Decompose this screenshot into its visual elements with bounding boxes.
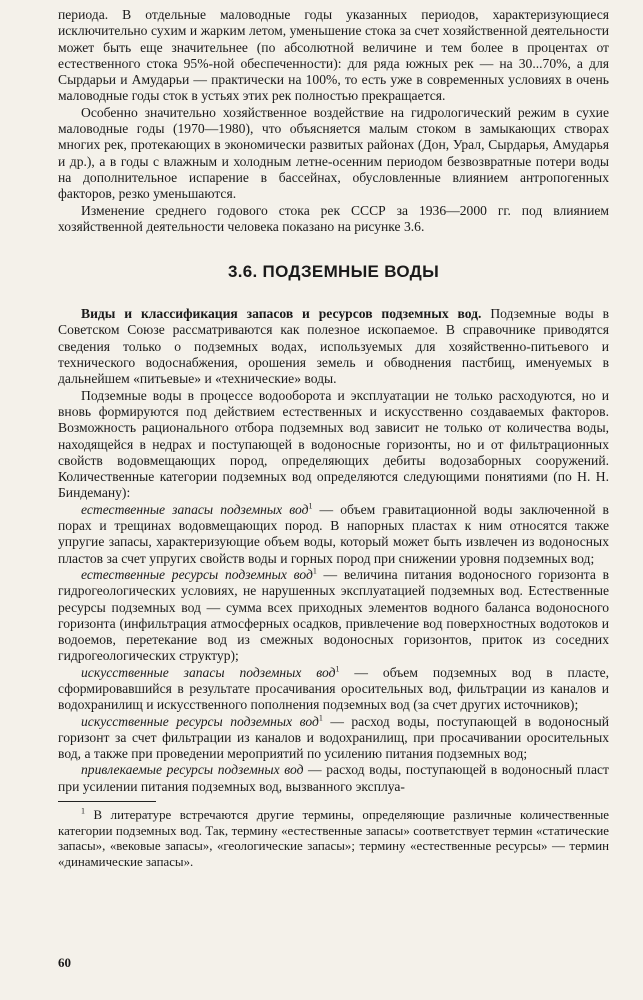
definition-3-term: искусственные запасы подземных вод xyxy=(81,664,336,680)
footnote-marker: 1 xyxy=(318,713,323,723)
definition-1 xyxy=(58,502,609,567)
footnote-marker: 1 xyxy=(335,664,340,674)
footnote-marker: 1 xyxy=(312,566,317,576)
paragraph-4-text: Подземные воды в Советском Союзе рассматриваются как полезное ископаемое. В справочнике приводятся сведения только о подземных водах, используемых для хозяйственно-питьевого и технического водоснабжения, орошения земель и обводнения пастбищ, именуемых в дальнейшем «питьевые» и «технические» воды. xyxy=(58,306,609,387)
definition-4 xyxy=(58,714,609,763)
definition-4-term: искусственные ресурсы подземных вод xyxy=(81,713,319,729)
footnote-text xyxy=(58,808,609,870)
definition-4-text: — расход воды, поступающей в водоносный горизонт за счет фильтрации из каналов и водохранилищ, при просачивании оросительных вод, а также при проведении мероприятий по усилению питания подземных вод; xyxy=(58,713,609,762)
definition-2-text: — величина питания водоносного горизонта в гидрогеологических условиях, не нарушенных эксплуатацией подземных вод. Естественные ресурсы подземных вод — сумма всех приходных элементов водного баланса водоносного горизонта (инфильтрация атмосферных осадков, привлечение вод поверхностных водотоков и водоемов, перетекание вод из смежных водоносных горизонтов, приток из соседних гидрогеологических структур); xyxy=(58,566,609,664)
paragraph-3: Изменение среднего годового стока рек СССР за 1936—2000 гг. под влиянием хозяйственной деятельности человека показано на рисунке 3.6. xyxy=(58,202,609,234)
footnote-number: 1 xyxy=(81,806,85,816)
footnote-body: В литературе встречаются другие термины, определяющие различные количественные категории подземных вод. Так, термину «естественные запасы» соответствует термин «статические запасы», «вековые запасы», «геологические запасы»; термину «естественные ресурсы» — термин «динамические запасы». xyxy=(58,808,609,869)
page-number: 60 xyxy=(58,955,71,970)
footnote xyxy=(58,808,609,870)
section-title: 3.6. ПОДЗЕМНЫЕ ВОДЫ xyxy=(227,262,440,282)
definition-1-text: — объем гравитационной воды заключенной в порах и трещинах водовмещающих пород. В напорных пластах к ним относятся также упругие запасы, характеризующие объем воды, который может быть извлечен из водоносных пластов за счет упругих свойств воды и горных пород при снижении уровня подземных вод; xyxy=(58,501,609,566)
definition-1-term: естественные запасы подземных вод xyxy=(81,501,309,517)
footnote-divider xyxy=(58,801,156,802)
definition-3 xyxy=(58,665,609,714)
footnote-marker: 1 xyxy=(308,501,313,511)
subheading: Виды и классификация запасов и ресурсов подземных вод. xyxy=(81,306,482,322)
definition-5 xyxy=(58,762,609,795)
paragraph-4 xyxy=(58,306,609,387)
paragraph-2: Особенно значительно хозяйственное воздействие на гидрологический режим в сухие маловодные годы (1970—1980), что объясняется малым стоком в замыкающих створах многих рек, протекающих в экономически развитых районах (Дон, Урал, Сырдарья, Амударья и др.), а в годы с влажным и холодным летне-осенним периодом безвозвратные потери воды на дополнительное испарение в бассейнах, обусловленные влиянием антропогенных факторов, резко уменьшаются. xyxy=(58,104,609,202)
definition-2-term: естественные ресурсы подземных вод xyxy=(81,566,313,582)
definition-5-term: привлекаемые ресурсы подземных вод xyxy=(81,762,304,778)
definition-5-text: — расход воды, поступающей в водоносный пласт при усилении питания подземных вод, вызванного эксплуа- xyxy=(58,762,609,794)
body-text xyxy=(58,7,609,795)
paragraph-5: Подземные воды в процессе водооборота и эксплуатации не только расходуются, но и вновь формируются под действием естественных и искусственно создаваемых факторов. Возможность рационального отбора подземных вод зависит не только от количества воды, находящейся в недрах и поступающей в водоносные горизонты, но и от фильтрационных свойств водовмещающих пород, определяющих дебиты водозаборных сооружений. Количественные категории подземных вод определяются следующими понятиями (по Н. Н. Биндеману): xyxy=(58,387,609,501)
definition-2 xyxy=(58,567,609,665)
definition-3-text: — объем подземных вод в пласте, сформировавшийся в результате просачивания оросительных вод, фильтрации из каналов и водохранилищ и искусственного пополнения подземных вод (за счет других источников); xyxy=(58,664,610,713)
paragraph-top: периода. В отдельные маловодные годы указанных периодов, характеризующиеся исключительно сухим и жарким летом, уменьшение стока за счет хозяйственной деятельности может быть еще значительнее (по абсолютной величине и тем более в процентах от естественного стока 95%-ной обеспеченности): для ряда южных рек — на 30...70%, а для Сырдарьи и Амударьи — практически на 100%, то есть уже в современных условиях в очень маловодные годы сток в устьях этих рек полностью прекращается. xyxy=(58,7,609,104)
